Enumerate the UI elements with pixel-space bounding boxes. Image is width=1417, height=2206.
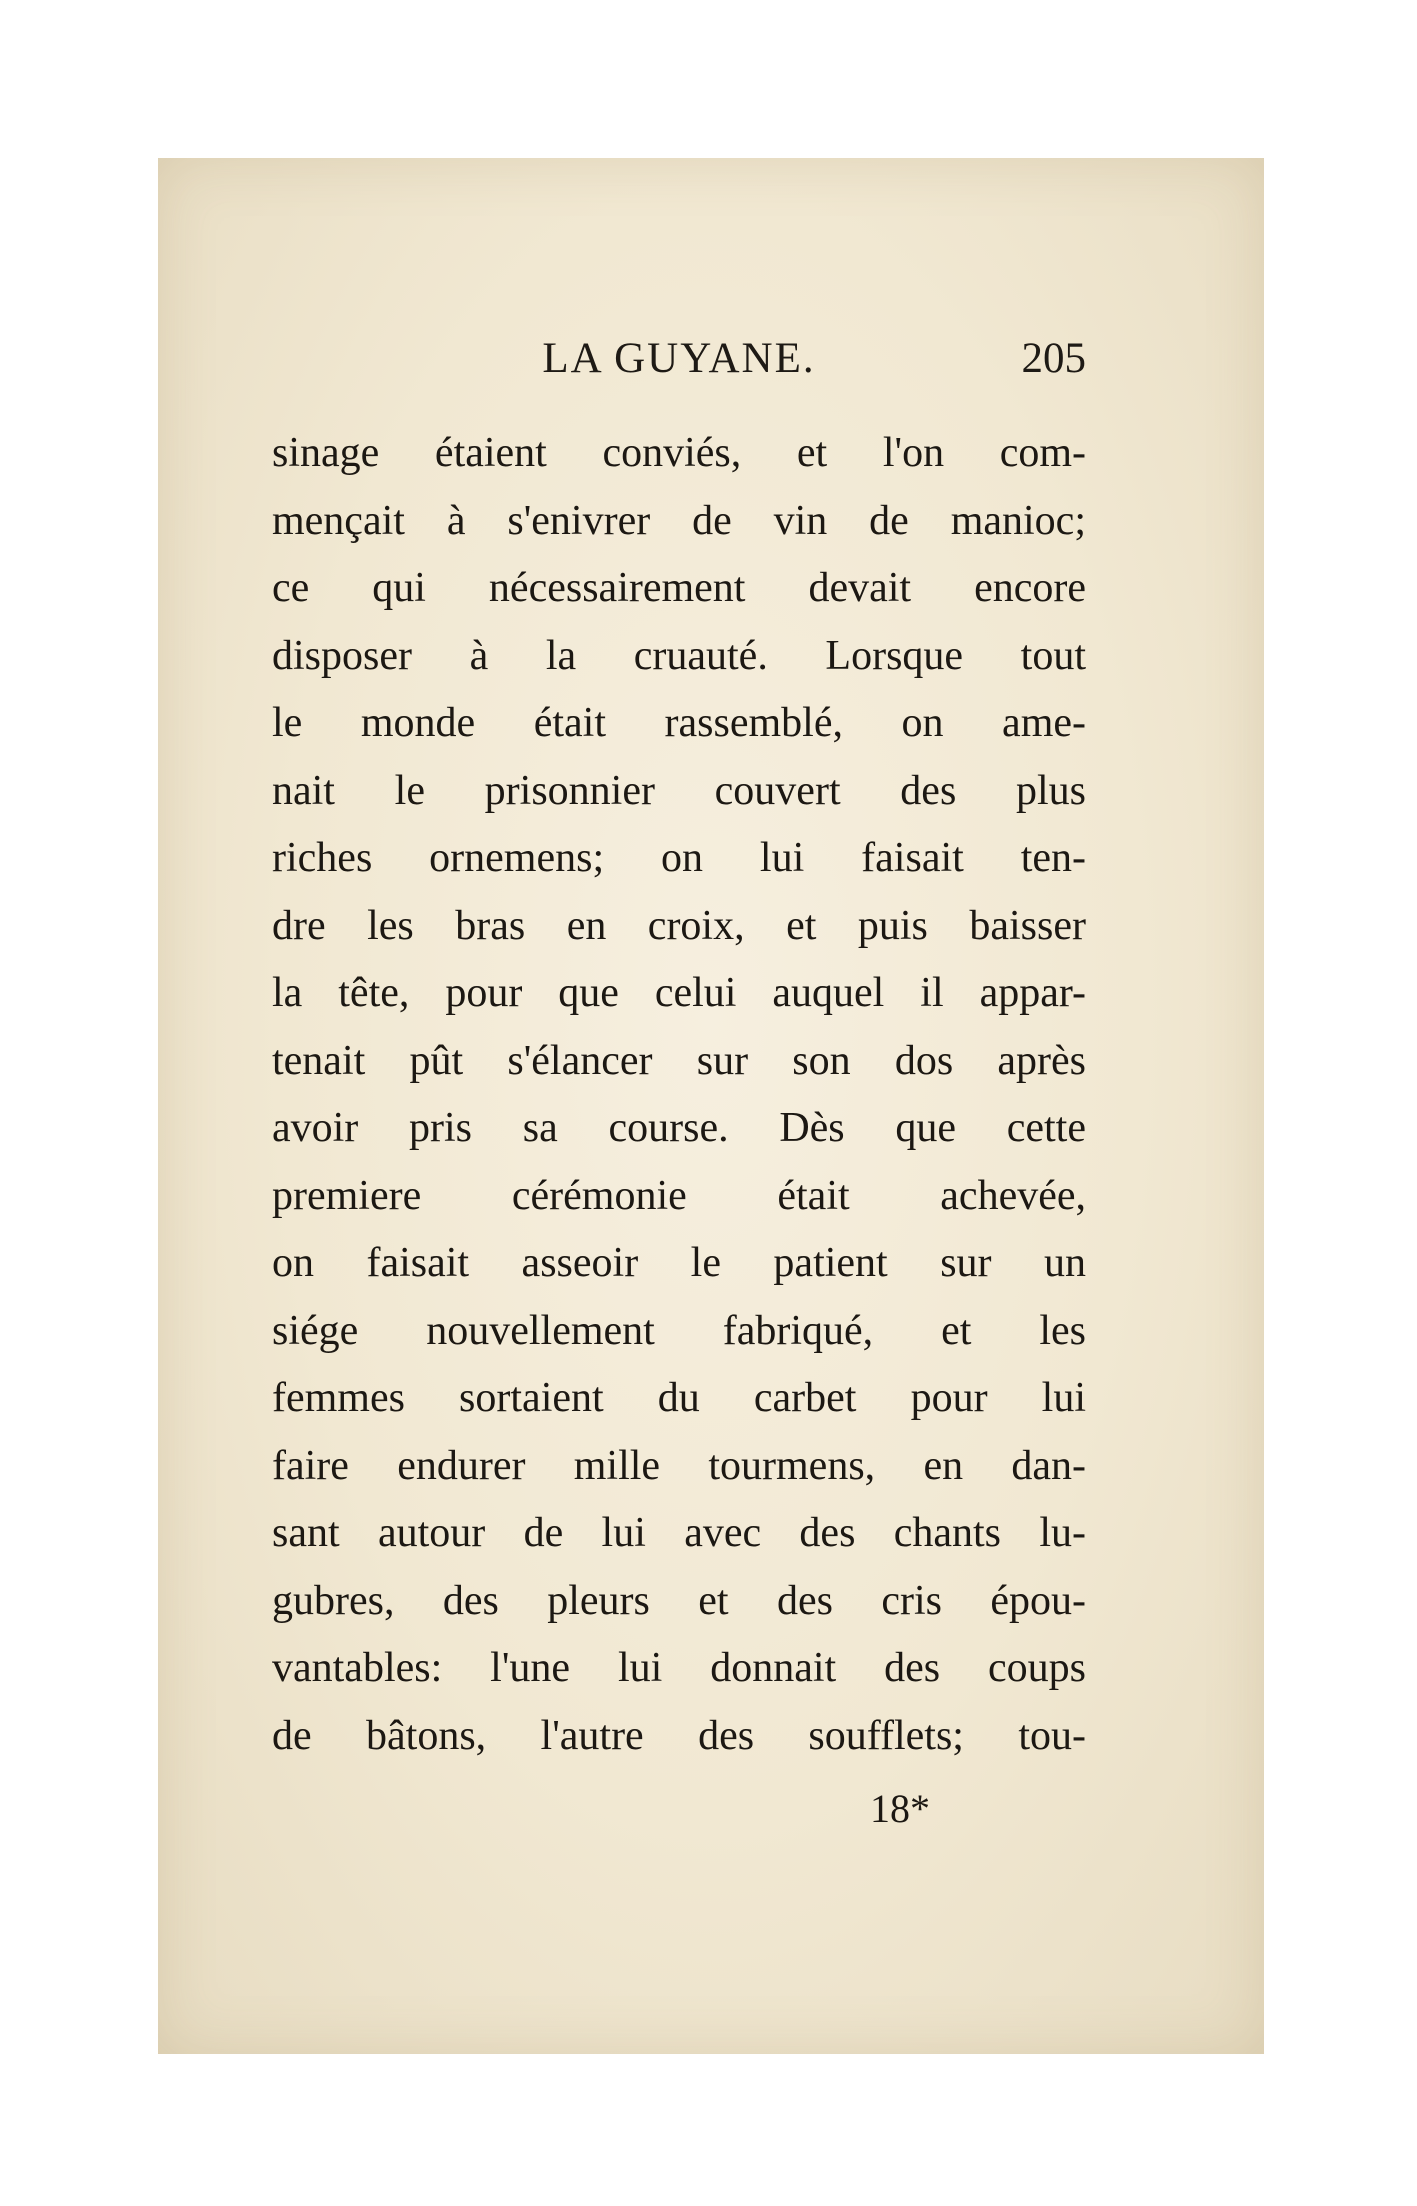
- text-line: siége nouvellement fabriqué, et les: [272, 1307, 1086, 1354]
- text-line: tenait pût s'élancer sur son dos après: [272, 1037, 1086, 1084]
- text-line: de bâtons, l'autre des soufflets; tou-: [272, 1712, 1086, 1759]
- text-line: gubres, des pleurs et des cris épou-: [272, 1577, 1086, 1624]
- text-line: femmes sortaient du carbet pour lui: [272, 1375, 1086, 1421]
- body-text: [272, 420, 1086, 1770]
- text-line: vantables: l'une lui donnait des coups: [272, 1645, 1086, 1691]
- text-line: premiere cérémonie était achevée,: [272, 1172, 1086, 1219]
- running-head-title: LA GUYANE.: [542, 335, 816, 382]
- text-line: avoir pris sa course. Dès que cette: [272, 1105, 1086, 1151]
- signature-mark: 18*: [870, 1786, 930, 1831]
- text-line: mençait à s'enivrer de vin de manioc;: [272, 497, 1086, 544]
- text-line: nait le prisonnier couvert des plus: [272, 767, 1086, 814]
- text-line: dre les bras en croix, et puis baisser: [272, 902, 1086, 949]
- text-line: ce qui nécessairement devait encore: [272, 565, 1086, 611]
- text-line: la tête, pour que celui auquel il appar-: [272, 970, 1086, 1016]
- page-number: 205: [1021, 335, 1086, 382]
- running-head: [272, 334, 1086, 394]
- text-line: on faisait asseoir le patient sur un: [272, 1240, 1086, 1286]
- text-line: faire endurer mille tourmens, en dan-: [272, 1442, 1086, 1489]
- text-line: le monde était rassemblé, on ame-: [272, 700, 1086, 746]
- text-line: disposer à la cruauté. Lorsque tout: [272, 632, 1086, 679]
- text-line: sant autour de lui avec des chants lu-: [272, 1510, 1086, 1556]
- text-line: sinage étaient conviés, et l'on com-: [272, 430, 1086, 476]
- text-line: riches ornemens; on lui faisait ten-: [272, 835, 1086, 881]
